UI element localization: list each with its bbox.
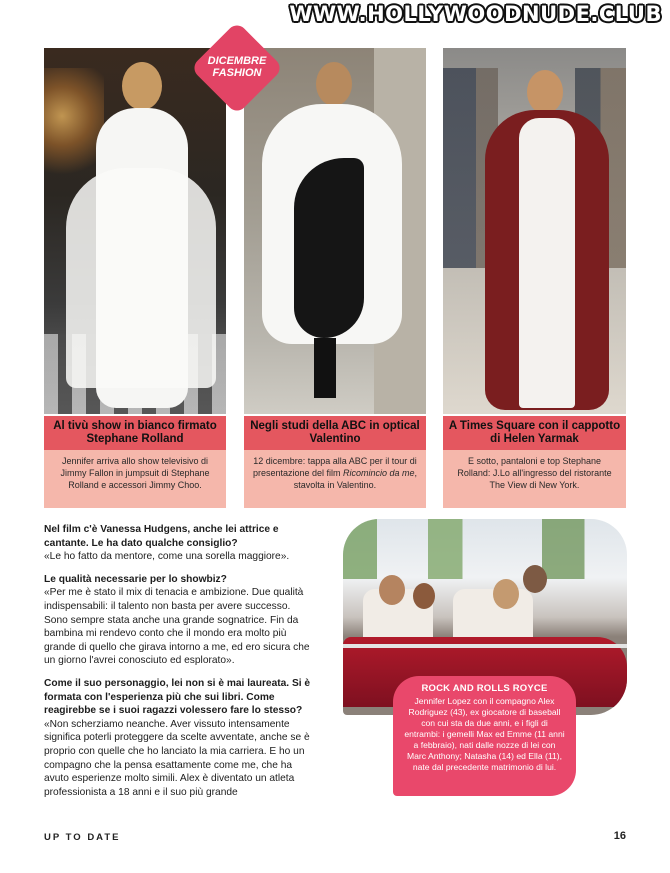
caption-title-1: Al tivù show in bianco firmato Stephane Rolland (44, 416, 226, 450)
photo-white-gown (44, 48, 226, 414)
caption-box-text: Jennifer Lopez con il compagno Alex Rodriguez (43), ex giocatore di baseball con cui sta da due anni, e i figli di entrambi: i gemelli Max ed Emme (11 anni a febbraio), nati dalle nozze di lei con Marc Anthony; Natasha (14) ed Ella (11), nate dal precedente matrimonio di lui. (404, 696, 565, 772)
answer: «Per me è stato il mix di tenacia e ambizione. Due qualità indispensabili: il talento non basta per avere successo. Sono sempre stata anche una grande sognatrice. Fin da bambina mi rendevo conto che il mondo era molto più grande di quello che girava intorno a me, ed ero sicura che un giorno l'avrei conosciuto ed esplorato». (44, 587, 310, 667)
interview-article (44, 523, 314, 808)
caption-title-3: A Times Square con il cappotto di Helen Yarmak (443, 416, 626, 450)
question: Come il suo personaggio, lei non si è mai laureata. Si è formata con l'esperienza più che sui libri. Come reagirebbe se i suoi ragazzi volessero fare lo stesso? (44, 677, 311, 717)
section-badge-label: DICEMBRE FASHION (207, 55, 267, 79)
qa-block-2 (44, 573, 314, 668)
caption-box-title: ROCK AND ROLLS ROYCE (421, 683, 548, 694)
answer: «Le ho fatto da mentore, come una sorella maggiore». (44, 551, 290, 563)
caption-text-1: Jennifer arriva allo show televisivo di Jimmy Fallon in jumpsuit di Stephane Rolland e accessori Jimmy Choo. (44, 450, 226, 508)
watermark: WWW.HOLLYWOODNUDE.CLUB (289, 2, 662, 26)
caption-text-2: 12 dicembre: tappa alla ABC per il tour di presentazione del film Ricomincio da me, stavolta in Valentino. (244, 450, 426, 508)
caption-text-3: E sotto, pantaloni e top Stephane Rolland: J.Lo all'ingresso del ristorante The View di New York. (443, 450, 626, 508)
qa-block-3 (44, 677, 314, 799)
photo-optical-cape (244, 48, 426, 414)
qa-block-1 (44, 523, 314, 564)
section-footer: UP TO DATE (44, 832, 121, 843)
question: Nel film c'è Vanessa Hudgens, anche lei attrice e cantante. Le ha dato qualche consiglio? (44, 524, 279, 549)
caption-title-2: Negli studi della ABC in optical Valentino (244, 416, 426, 450)
question: Le qualità necessarie per lo showbiz? (44, 573, 227, 585)
page-number: 16 (613, 830, 626, 842)
answer: «Non scherziamo neanche. Aver vissuto intensamente significa poterli proteggere da scelte avventate, anche se è proprio con quelle che ho lanciato la mia carriera. E ho un compagno che la pensa esattamente come me, che ha avuto esperienze molto simili. Alex è diventato un atleta professionista a 18 anni e il suo più grande (44, 718, 310, 798)
photo-caption-box (393, 676, 576, 796)
photo-fur-coat (443, 48, 626, 414)
